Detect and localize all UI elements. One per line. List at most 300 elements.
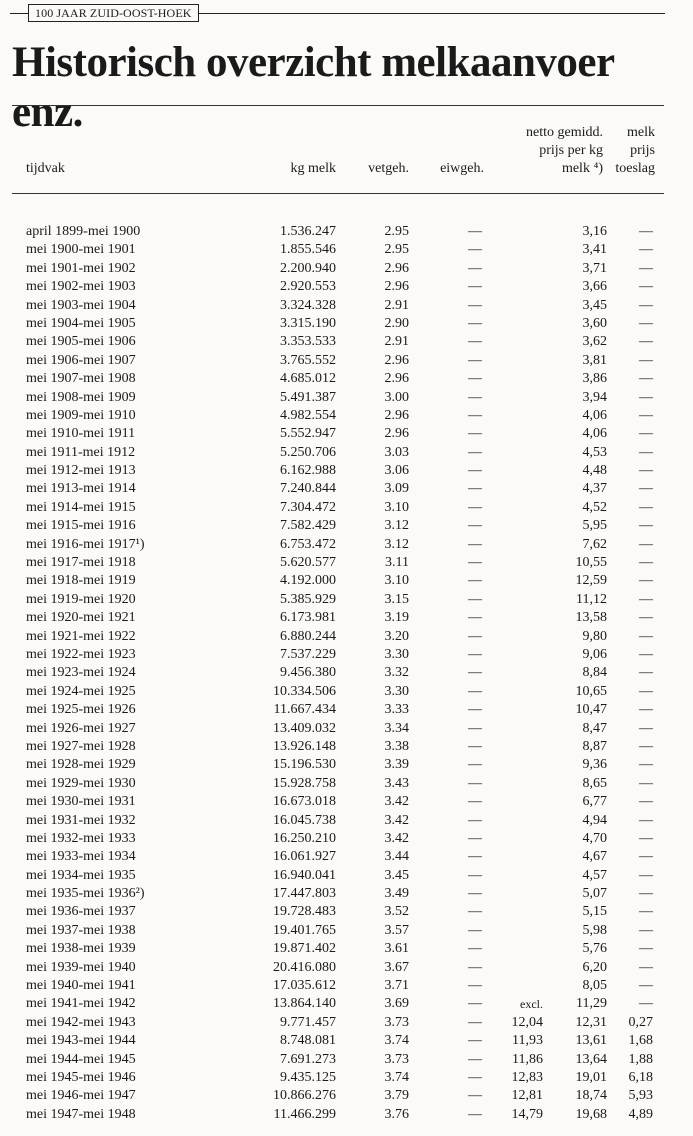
cell-protein: — (468, 628, 482, 644)
cell-period: mei 1922-mei 1923 (26, 646, 136, 662)
cell-protein: — (468, 1106, 482, 1122)
cell-price: 18,74 (575, 1088, 607, 1104)
table-row (0, 867, 693, 885)
cell-kg-milk: 15.928.758 (273, 775, 336, 791)
table-row (0, 389, 693, 407)
cell-kg-milk: 3.315.190 (280, 315, 336, 331)
cell-kg-milk: 5.620.577 (280, 555, 336, 571)
table-row (0, 977, 693, 995)
cell-price: 3,86 (582, 371, 607, 387)
cell-bonus: — (639, 941, 653, 957)
cell-fat: 3.06 (384, 463, 409, 479)
cell-price: 3,16 (582, 224, 607, 239)
cell-period: april 1899-mei 1900 (26, 224, 141, 239)
cell-fat: 3.30 (384, 646, 409, 662)
cell-period: mei 1906-mei 1907 (26, 352, 136, 368)
cell-bonus: — (639, 867, 653, 883)
cell-kg-milk: 3.765.552 (280, 352, 336, 368)
cell-period: mei 1903-mei 1904 (26, 297, 136, 313)
cell-price: 3,81 (582, 352, 607, 368)
cell-period: mei 1916-mei 1917¹) (26, 536, 145, 552)
cell-price: 11,12 (576, 591, 607, 607)
cell-price: 4,37 (582, 481, 607, 497)
cell-kg-milk: 9.435.125 (280, 1069, 336, 1085)
cell-protein: — (468, 407, 482, 423)
cell-bonus: — (639, 463, 653, 479)
cell-price: 4,94 (582, 812, 607, 828)
table-row (0, 885, 693, 903)
cell-period: mei 1904-mei 1905 (26, 315, 136, 331)
cell-period: mei 1902-mei 1903 (26, 279, 136, 295)
table-row (0, 480, 693, 498)
cell-bonus: — (639, 389, 653, 405)
cell-kg-milk: 2.920.553 (280, 279, 336, 295)
cell-kg-milk: 19.871.402 (273, 941, 336, 957)
cell-price: 5,07 (582, 886, 607, 902)
cell-kg-milk: 13.926.148 (273, 738, 336, 754)
cell-period: mei 1927-mei 1928 (26, 738, 136, 754)
cell-price: 3,66 (582, 279, 607, 295)
cell-fat: 3.74 (384, 1033, 409, 1049)
cell-protein: — (468, 334, 482, 350)
cell-fat: 2.96 (384, 407, 409, 423)
cell-fat: 3.20 (384, 628, 409, 644)
cell-fat: 3.61 (384, 941, 409, 957)
cell-fat: 2.96 (384, 352, 409, 368)
table-row (0, 720, 693, 738)
cell-protein: — (468, 683, 482, 699)
cell-bonus: — (639, 904, 653, 920)
cell-fat: 2.96 (384, 260, 409, 276)
cell-bonus: — (639, 481, 653, 497)
cell-price: 4,06 (582, 426, 607, 442)
cell-kg-milk: 7.691.273 (280, 1051, 336, 1067)
cell-fat: 3.12 (384, 518, 409, 534)
cell-bonus: — (639, 260, 653, 276)
table-row (0, 1014, 693, 1032)
cell-period: mei 1936-mei 1937 (26, 904, 136, 920)
cell-period: mei 1905-mei 1906 (26, 334, 136, 350)
cell-fat: 3.79 (384, 1088, 409, 1104)
cell-bonus: — (639, 683, 653, 699)
cell-price: 6,77 (582, 794, 607, 810)
table-row (0, 683, 693, 701)
cell-price: 4,70 (582, 830, 607, 846)
cell-fat: 3.45 (384, 867, 409, 883)
table-row (0, 848, 693, 866)
cell-kg-milk: 11.667.434 (273, 702, 336, 718)
cell-fat: 2.95 (384, 242, 409, 258)
cell-kg-milk: 7.537.229 (280, 646, 336, 662)
cell-price: 19,68 (575, 1106, 607, 1122)
cell-bonus: 5,93 (628, 1088, 653, 1104)
cell-fat: 3.00 (384, 389, 409, 405)
cell-bonus: — (639, 352, 653, 368)
table-row (0, 407, 693, 425)
cell-bonus: — (639, 646, 653, 662)
cell-protein: — (468, 996, 482, 1012)
cell-bonus: — (639, 978, 653, 994)
milk-table (0, 223, 693, 1124)
cell-price: 3,41 (582, 242, 607, 258)
cell-price: 5,76 (582, 941, 607, 957)
cell-price: 8,05 (582, 978, 607, 994)
cell-fat: 3.49 (384, 886, 409, 902)
cell-kg-milk: 17.035.612 (273, 978, 336, 994)
cell-kg-milk: 9.771.457 (280, 1014, 336, 1030)
cell-period: mei 1920-mei 1921 (26, 610, 136, 626)
cell-kg-milk: 3.353.533 (280, 334, 336, 350)
cell-bonus: — (639, 720, 653, 736)
cell-kg-milk: 5.552.947 (280, 426, 336, 442)
table-row (0, 1087, 693, 1105)
cell-kg-milk: 1.855.546 (280, 242, 336, 258)
cell-fat: 2.91 (384, 334, 409, 350)
cell-price: 4,57 (582, 867, 607, 883)
cell-period: mei 1944-mei 1945 (26, 1051, 136, 1067)
cell-protein: — (468, 315, 482, 331)
table-row (0, 572, 693, 590)
cell-protein: — (468, 555, 482, 571)
cell-fat: 3.57 (384, 922, 409, 938)
cell-bonus: — (639, 591, 653, 607)
cell-bonus: 6,18 (628, 1069, 653, 1085)
cell-bonus: — (639, 922, 653, 938)
cell-kg-milk: 4.685.012 (280, 371, 336, 387)
table-row (0, 333, 693, 351)
cell-protein: — (468, 702, 482, 718)
table-row (0, 664, 693, 682)
cell-bonus: — (639, 996, 653, 1012)
cell-bonus: — (639, 886, 653, 902)
col-header-protein: eiwgeh. (440, 161, 484, 176)
table-row (0, 903, 693, 921)
cell-kg-milk: 11.466.299 (273, 1106, 336, 1122)
cell-protein: — (468, 242, 482, 258)
cell-price: 5,98 (582, 922, 607, 938)
cell-kg-milk: 17.447.803 (273, 886, 336, 902)
cell-price: 7,62 (582, 536, 607, 552)
cell-price: 12,31 (575, 1014, 607, 1030)
cell-period: mei 1900-mei 1901 (26, 242, 136, 258)
cell-price: 6,20 (582, 959, 607, 975)
cell-fat: 2.96 (384, 371, 409, 387)
cell-price: 13,58 (575, 610, 607, 626)
cell-bonus: 1,68 (628, 1033, 653, 1049)
cell-period: mei 1901-mei 1902 (26, 260, 136, 276)
page-title: Historisch overzicht melkaanvoer enz. (12, 39, 614, 136)
cell-period: mei 1908-mei 1909 (26, 389, 136, 405)
cell-bonus: — (639, 279, 653, 295)
cell-net-price: 12,04 (511, 1014, 543, 1030)
cell-kg-milk: 16.045.738 (273, 812, 336, 828)
cell-price: 9,36 (582, 757, 607, 773)
table-row (0, 352, 693, 370)
cell-protein: — (468, 922, 482, 938)
table-row (0, 1106, 693, 1124)
cell-kg-milk: 3.324.328 (280, 297, 336, 313)
table-row (0, 554, 693, 572)
cell-protein: — (468, 260, 482, 276)
cell-price: 8,87 (582, 738, 607, 754)
col-header-bonus-line2: prijs (630, 143, 655, 158)
section-tag: 100 JAAR ZUID-OOST-HOEK (28, 4, 199, 22)
cell-protein: — (468, 1033, 482, 1049)
cell-bonus: — (639, 830, 653, 846)
cell-protein: — (468, 371, 482, 387)
cell-fat: 3.11 (385, 555, 409, 571)
cell-bonus: — (639, 738, 653, 754)
cell-fat: 3.15 (384, 591, 409, 607)
cell-protein: — (468, 499, 482, 515)
cell-period: mei 1928-mei 1929 (26, 757, 136, 773)
cell-kg-milk: 4.982.554 (280, 407, 336, 423)
cell-period: mei 1931-mei 1932 (26, 812, 136, 828)
cell-bonus: — (639, 628, 653, 644)
cell-fat: 3.42 (384, 812, 409, 828)
cell-bonus: — (639, 794, 653, 810)
table-row (0, 315, 693, 333)
cell-price: 8,47 (582, 720, 607, 736)
cell-protein: — (468, 849, 482, 865)
cell-protein: — (468, 610, 482, 626)
cell-price: 3,71 (582, 260, 607, 276)
cell-kg-milk: 7.240.844 (280, 481, 336, 497)
cell-kg-milk: 13.864.140 (273, 996, 336, 1012)
table-row (0, 462, 693, 480)
cell-fat: 3.33 (384, 702, 409, 718)
cell-kg-milk: 7.304.472 (280, 499, 336, 515)
col-header-fat: vetgeh. (368, 161, 409, 176)
cell-kg-milk: 16.673.018 (273, 794, 336, 810)
cell-protein: — (468, 738, 482, 754)
table-row (0, 628, 693, 646)
table-row (0, 536, 693, 554)
cell-kg-milk: 16.061.927 (273, 849, 336, 865)
table-row (0, 830, 693, 848)
cell-protein: — (468, 646, 482, 662)
table-row (0, 1032, 693, 1050)
cell-protein: — (468, 775, 482, 791)
table-row (0, 260, 693, 278)
col-header-bonus-line1: melk (627, 125, 655, 140)
cell-bonus: — (639, 297, 653, 313)
col-header-net-price (526, 125, 603, 177)
cell-period: mei 1912-mei 1913 (26, 463, 136, 479)
cell-fat: 3.76 (384, 1106, 409, 1122)
col-header-kg: kg melk (290, 161, 336, 176)
cell-protein: — (468, 463, 482, 479)
cell-kg-milk: 10.334.506 (273, 683, 336, 699)
cell-protein: — (468, 297, 482, 313)
cell-protein: — (468, 444, 482, 460)
cell-price: 9,80 (582, 628, 607, 644)
cell-price: 11,29 (576, 996, 607, 1012)
cell-fat: 2.95 (384, 224, 409, 239)
cell-bonus: — (639, 224, 653, 239)
cell-period: mei 1940-mei 1941 (26, 978, 136, 994)
cell-price: 10,55 (575, 555, 607, 571)
cell-period: mei 1925-mei 1926 (26, 702, 136, 718)
table-row (0, 959, 693, 977)
table-row (0, 793, 693, 811)
cell-bonus: — (639, 757, 653, 773)
table-row (0, 609, 693, 627)
cell-price: 8,65 (582, 775, 607, 791)
table-row (0, 701, 693, 719)
cell-fat: 3.03 (384, 444, 409, 460)
cell-protein: — (468, 389, 482, 405)
cell-net-price: excl. (520, 997, 543, 1012)
cell-fat: 3.10 (384, 573, 409, 589)
cell-protein: — (468, 536, 482, 552)
cell-period: mei 1910-mei 1911 (26, 426, 136, 442)
cell-price: 4,67 (582, 849, 607, 865)
cell-protein: — (468, 1088, 482, 1104)
cell-price: 19,01 (575, 1069, 607, 1085)
table-row (0, 995, 693, 1013)
table-row (0, 756, 693, 774)
cell-protein: — (468, 573, 482, 589)
cell-fat: 3.74 (384, 1069, 409, 1085)
cell-price: 5,15 (582, 904, 607, 920)
table-header-rule (12, 193, 664, 194)
cell-net-price: 12,83 (511, 1069, 543, 1085)
cell-fat: 3.34 (384, 720, 409, 736)
cell-period: mei 1935-mei 1936²) (26, 886, 145, 902)
cell-protein: — (468, 794, 482, 810)
cell-kg-milk: 7.582.429 (280, 518, 336, 534)
cell-kg-milk: 15.196.530 (273, 757, 336, 773)
cell-period: mei 1921-mei 1922 (26, 628, 136, 644)
cell-kg-milk: 2.200.940 (280, 260, 336, 276)
cell-protein: — (468, 720, 482, 736)
cell-net-price: 14,79 (511, 1106, 543, 1122)
cell-period: mei 1932-mei 1933 (26, 830, 136, 846)
cell-fat: 3.67 (384, 959, 409, 975)
cell-kg-milk: 9.456.380 (280, 665, 336, 681)
cell-bonus: — (639, 315, 653, 331)
cell-price: 3,60 (582, 315, 607, 331)
table-row (0, 738, 693, 756)
cell-period: mei 1913-mei 1914 (26, 481, 136, 497)
cell-fat: 3.73 (384, 1051, 409, 1067)
cell-protein: — (468, 1014, 482, 1030)
cell-protein: — (468, 352, 482, 368)
cell-period: mei 1939-mei 1940 (26, 959, 136, 975)
cell-fat: 3.43 (384, 775, 409, 791)
cell-bonus: — (639, 518, 653, 534)
table-row (0, 517, 693, 535)
cell-kg-milk: 19.728.483 (273, 904, 336, 920)
cell-period: mei 1907-mei 1908 (26, 371, 136, 387)
cell-period: mei 1923-mei 1924 (26, 665, 136, 681)
cell-fat: 3.39 (384, 757, 409, 773)
table-row (0, 775, 693, 793)
cell-protein: — (468, 830, 482, 846)
cell-protein: — (468, 426, 482, 442)
cell-protein: — (468, 665, 482, 681)
cell-price: 10,65 (575, 683, 607, 699)
col-header-period: tijdvak (26, 161, 65, 176)
cell-kg-milk: 16.250.210 (273, 830, 336, 846)
cell-bonus: — (639, 665, 653, 681)
cell-bonus: 4,89 (628, 1106, 653, 1122)
cell-protein: — (468, 518, 482, 534)
cell-bonus: — (639, 536, 653, 552)
cell-period: mei 1942-mei 1943 (26, 1014, 136, 1030)
cell-fat: 3.44 (384, 849, 409, 865)
cell-fat: 3.42 (384, 830, 409, 846)
cell-bonus: — (639, 959, 653, 975)
cell-period: mei 1946-mei 1947 (26, 1088, 136, 1104)
cell-bonus: — (639, 573, 653, 589)
cell-fat: 3.71 (384, 978, 409, 994)
col-header-bonus (615, 125, 655, 177)
cell-bonus: — (639, 555, 653, 571)
cell-bonus: — (639, 444, 653, 460)
col-header-net-line2: prijs per kg (539, 143, 603, 158)
col-header-bonus-line3: toeslag (615, 161, 655, 176)
table-row (0, 922, 693, 940)
cell-net-price: 11,93 (512, 1033, 543, 1049)
cell-period: mei 1945-mei 1946 (26, 1069, 136, 1085)
cell-fat: 3.32 (384, 665, 409, 681)
table-row (0, 223, 693, 241)
cell-price: 12,59 (575, 573, 607, 589)
cell-price: 3,45 (582, 297, 607, 313)
cell-period: mei 1929-mei 1930 (26, 775, 136, 791)
cell-bonus: — (639, 371, 653, 387)
cell-protein: — (468, 867, 482, 883)
cell-price: 4,48 (582, 463, 607, 479)
cell-fat: 3.30 (384, 683, 409, 699)
cell-protein: — (468, 224, 482, 239)
cell-protein: — (468, 591, 482, 607)
cell-protein: — (468, 481, 482, 497)
cell-period: mei 1917-mei 1918 (26, 555, 136, 571)
cell-period: mei 1926-mei 1927 (26, 720, 136, 736)
cell-kg-milk: 20.416.080 (273, 959, 336, 975)
cell-bonus: — (639, 334, 653, 350)
cell-period: mei 1911-mei 1912 (26, 444, 136, 460)
cell-price: 13,61 (575, 1033, 607, 1049)
cell-bonus: — (639, 775, 653, 791)
cell-price: 3,62 (582, 334, 607, 350)
cell-kg-milk: 10.866.276 (273, 1088, 336, 1104)
table-row (0, 499, 693, 517)
cell-kg-milk: 8.748.081 (280, 1033, 336, 1049)
cell-period: mei 1934-mei 1935 (26, 867, 136, 883)
cell-kg-milk: 5.250.706 (280, 444, 336, 460)
cell-kg-milk: 5.385.929 (280, 591, 336, 607)
cell-protein: — (468, 279, 482, 295)
cell-bonus: — (639, 702, 653, 718)
cell-fat: 2.96 (384, 279, 409, 295)
col-header-net-line3: melk ⁴) (561, 161, 603, 176)
table-row (0, 591, 693, 609)
cell-protein: — (468, 978, 482, 994)
table-top-rule (12, 105, 664, 106)
cell-bonus: 0,27 (628, 1014, 653, 1030)
cell-price: 3,94 (582, 389, 607, 405)
cell-bonus: 1,88 (628, 1051, 653, 1067)
cell-fat: 2.91 (384, 297, 409, 313)
cell-kg-milk: 13.409.032 (273, 720, 336, 736)
table-row (0, 1051, 693, 1069)
cell-fat: 3.19 (384, 610, 409, 626)
cell-period: mei 1933-mei 1934 (26, 849, 136, 865)
